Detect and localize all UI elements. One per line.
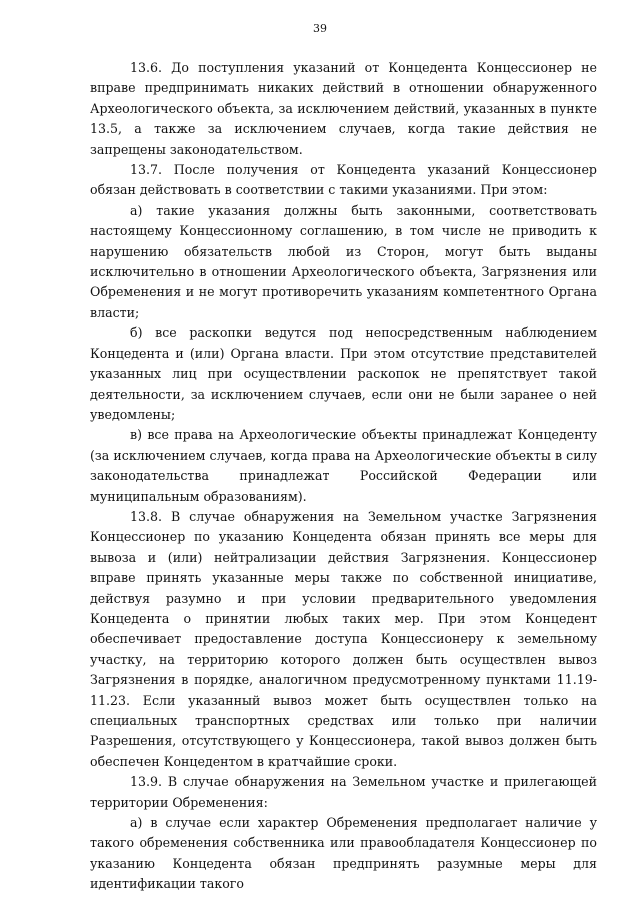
- document-body: [90, 58, 597, 895]
- page-number: 39: [313, 22, 327, 35]
- paragraph-13-7-c: в) все права на Археологические объекты принадлежат Концеденту (за исключением случаев, когда права на Археологические объекты в силу законодательства принадлежат Российской Федерации или муниципальным образованиям).: [90, 427, 597, 504]
- paragraph-13-7-b: б) все раскопки ведутся под непосредственным наблюдением Концедента и (или) Органа власти. При этом отсутствие представителей указанных лиц при осуществлении раскопок не препятствует такой деятельности, за исключением случаев, если они не были заранее о ней уведомлены;: [90, 325, 597, 422]
- paragraph-13-7-a: а) такие указания должны быть законными, соответствовать настоящему Концессионному соглашению, в том числе не приводить к нарушению обязательств любой из Сторон, могут быть выданы исключительно в отношении Археологического объекта, Загрязнения или Обременения и не могут противоречить указаниям компетентного Органа власти;: [90, 202, 597, 320]
- paragraph-13-6: 13.6. До поступления указаний от Концедента Концессионер не вправе предпринимать никаких действий в отношении обнаруженного Археологического объекта, за исключением действий, указанных в пункте 13.5, а также за исключением случаев, когда такие действия не запрещены законодательством.: [90, 60, 597, 157]
- paragraph-13-9: 13.9. В случае обнаружения на Земельном участке и прилегающей территории Обременения:: [90, 774, 597, 810]
- paragraph-13-8: 13.8. В случае обнаружения на Земельном участке Загрязнения Концессионер по указанию Концедента обязан принять все меры для вывоза и (или) нейтрализации действия Загрязнения. Концессионер вправе принять указанные меры также по собственной инициативе, действуя разумно и при условии предварительного уведомления Концедента о принятии любых таких мер. При этом Концедент обеспечивает предоставление доступа Концессионеру к земельному участку, на территорию которого должен быть осуществлен вывоз Загрязнения в порядке, аналогичном предусмотренному пунктами 11.19-11.23. Если указанный вывоз может быть осуществлен только на специальных транспортных средствах или только при наличии Разрешения, отсутствующего у Концессионера, такой вывоз должен быть обеспечен Концедентом в кратчайшие сроки.: [90, 508, 597, 769]
- paragraph-13-9-a: а) в случае если характер Обременения предполагает наличие у такого обременения собственника или правообладателя Концессионер по указанию Концедента обязан предпринять разумные меры для идентификации такого: [90, 815, 597, 892]
- paragraph-13-7: 13.7. После получения от Концедента указаний Концессионер обязан действовать в соответствии с такими указаниями. При этом:: [90, 162, 597, 198]
